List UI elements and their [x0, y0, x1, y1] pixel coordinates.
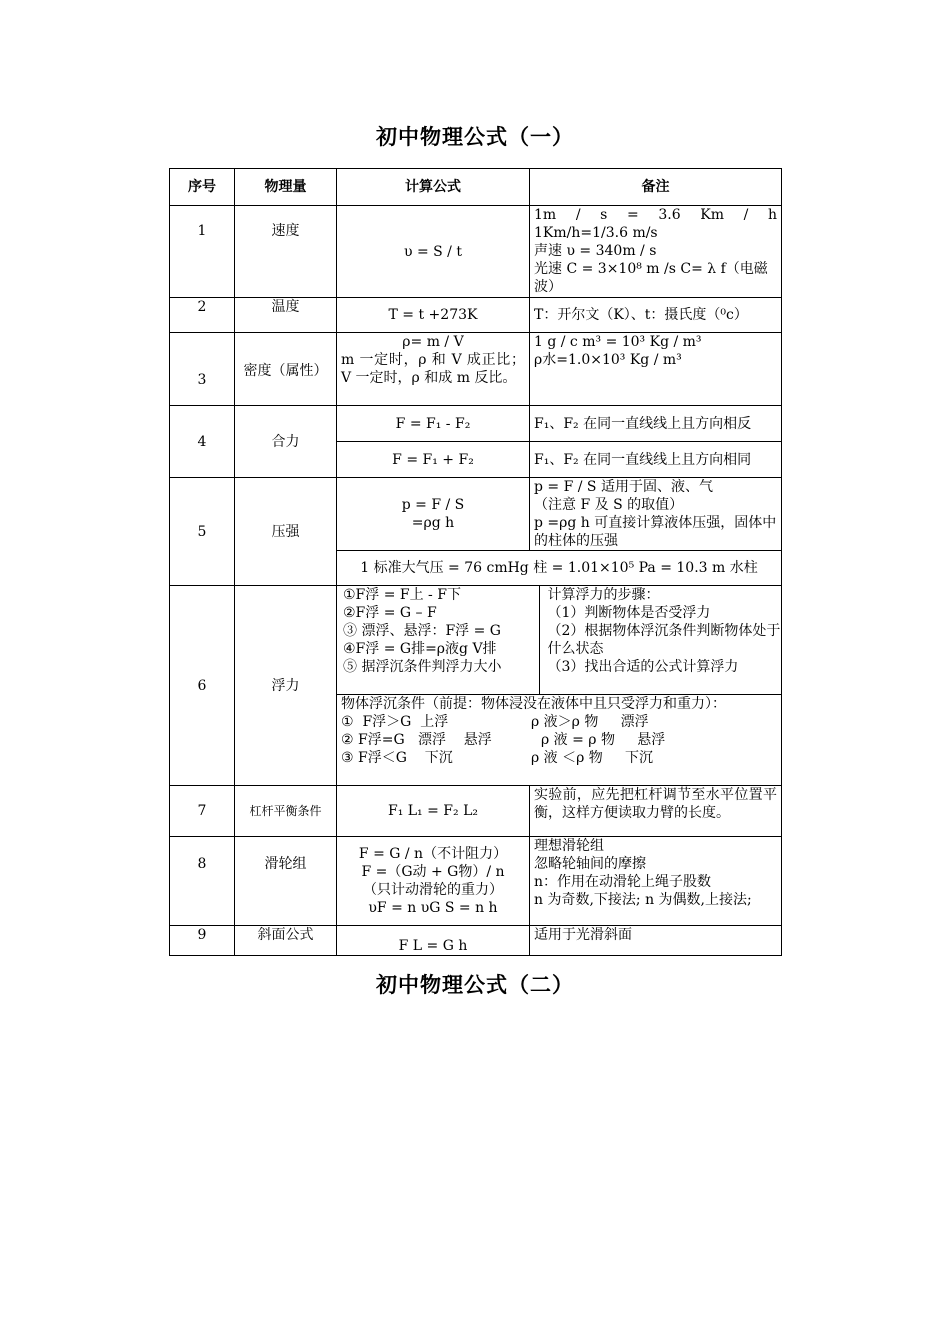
note-line: （2）根据物体浮沉条件判断物体处于什么状态	[547, 623, 781, 657]
condition-density: ρ 液＞ρ 物 漂浮	[531, 714, 649, 730]
formula-line: ③ 漂浮、悬浮：F浮 = G	[343, 623, 501, 639]
table-row	[170, 926, 782, 956]
condition-force: ① F浮＞G 上浮	[341, 714, 449, 730]
header-formula: 计算公式	[337, 169, 530, 206]
note-line: 1m / s = 3.6 Km / h	[534, 207, 777, 223]
row-no: 8	[170, 837, 235, 926]
buoyancy-formulas	[337, 586, 539, 694]
row-formula	[337, 478, 530, 551]
row-note: 适用于光滑斜面	[530, 926, 782, 956]
note-line: 光速 C = 3×10⁸ m /s C= λ f（电磁波）	[534, 261, 768, 295]
formula-table	[169, 168, 782, 956]
row-formula: F = F₁ - F₂	[337, 406, 530, 442]
header-note: 备注	[530, 169, 782, 206]
condition-line	[341, 713, 777, 731]
row-note: F₁、F₂ 在同一直线线上且方向相同	[530, 442, 782, 478]
row-no: 9	[170, 926, 235, 956]
row-formula-note: 1 标准大气压 = 76 cmHg 柱 = 1.01×10⁵ Pa = 10.3 m 水柱	[337, 551, 782, 586]
note-line: （注意 F 及 S 的取值）	[534, 497, 684, 513]
row-formula: υ = S / t	[337, 206, 530, 298]
table-row	[170, 298, 782, 333]
row-formula	[337, 837, 530, 926]
buoyancy-subtable	[337, 586, 781, 694]
note-line: p = F / S 适用于固、液、气	[534, 479, 713, 495]
row-note	[530, 478, 782, 551]
row-no: 2	[170, 298, 235, 333]
table-header-row	[170, 169, 782, 206]
formula-line: ⑤ 据浮沉条件判浮力大小	[343, 659, 502, 675]
formula-line: ②F浮 = G – F	[343, 605, 437, 621]
row-quantity: 斜面公式	[235, 926, 337, 956]
row-formula: F = F₁ + F₂	[337, 442, 530, 478]
row-note: F₁、F₂ 在同一直线线上且方向相反	[530, 406, 782, 442]
row-quantity: 温度	[235, 298, 337, 333]
row-quantity: 速度	[235, 206, 337, 298]
note-line: 1 g / c m³ = 10³ Kg / m³	[534, 334, 702, 350]
row-no: 1	[170, 206, 235, 298]
row-no: 5	[170, 478, 235, 586]
row-formula: T = t +273K	[337, 298, 530, 333]
row-quantity: 杠杆平衡条件	[235, 786, 337, 837]
note-line: 理想滑轮组	[534, 838, 604, 854]
note-line: n：作用在动滑轮上绳子股数	[534, 874, 712, 890]
row-formula	[337, 333, 530, 406]
formula-line: m 一定时，ρ 和 V 成正比；V 一定时，ρ 和成 m 反比。	[341, 352, 525, 386]
row-note	[530, 837, 782, 926]
table-row	[170, 333, 782, 406]
table-row	[170, 786, 782, 837]
formula-line: υF = n υG S = n h	[368, 900, 498, 916]
formula-line: ρ= m / V	[402, 334, 464, 350]
row-quantity: 滑轮组	[235, 837, 337, 926]
formula-line: p = F / S	[401, 497, 465, 513]
formula-line: =ρg h	[411, 515, 455, 531]
row-no: 6	[170, 586, 235, 786]
condition-density: ρ 液 = ρ 物 悬浮	[541, 732, 666, 748]
row-quantity: 压强	[235, 478, 337, 586]
page-title: 初中物理公式（一）	[376, 124, 574, 149]
note-line: 忽略轮轴间的摩擦	[534, 856, 646, 872]
row-note: 实验前，应先把杠杆调节至水平位置平衡，这样方便读取力臂的长度。	[530, 786, 782, 837]
condition-density: ρ 液 ＜ρ 物 下沉	[531, 750, 654, 766]
header-no: 序号	[170, 169, 235, 206]
note-line: 声速 υ = 340m / s	[534, 243, 657, 259]
formula-line: F =（G动 + G物）/ n	[361, 864, 505, 880]
conditions-title: 物体浮沉条件（前提：物体浸没在液体中且只受浮力和重力）：	[341, 696, 726, 712]
header-quantity: 物理量	[235, 169, 337, 206]
row-quantity: 密度（属性）	[235, 333, 337, 406]
table-row	[170, 586, 782, 695]
condition-force: ② F浮=G 漂浮 悬浮	[341, 732, 492, 748]
row-note	[530, 333, 782, 406]
row-note	[530, 206, 782, 298]
row-formula: F₁ L₁ = F₂ L₂	[337, 786, 530, 837]
note-line: 1Km/h=1/3.6 m/s	[534, 225, 658, 241]
floating-conditions	[337, 695, 782, 786]
row-formula: F L = G h	[337, 926, 530, 956]
table-row	[170, 478, 782, 551]
note-line: p =ρg h 可直接计算液体压强，固体中的柱体的压强	[534, 515, 777, 549]
section-title: 初中物理公式（二）	[376, 972, 574, 997]
condition-line	[341, 731, 777, 749]
note-line: n 为奇数,下接法; n 为偶数,上接法;	[534, 892, 752, 908]
condition-force: ③ F浮＜G 下沉	[341, 750, 453, 766]
formula-line: F = G / n（不计阻力）	[358, 846, 508, 862]
table-row	[170, 837, 782, 926]
row-quantity: 合力	[235, 406, 337, 478]
formula-line: ④F浮 = G排=ρ液g V排	[343, 641, 497, 657]
table-row	[170, 406, 782, 442]
condition-line	[341, 749, 777, 767]
formula-line: （只计动滑轮的重力）	[363, 882, 503, 898]
row-no: 4	[170, 406, 235, 478]
formula-line: ①F浮 = F上 - F下	[343, 587, 461, 603]
buoyancy-steps	[539, 586, 781, 694]
row-note: T：开尔文（K）、t：摄氏度（⁰c）	[530, 298, 782, 333]
note-line: （1）判断物体是否受浮力	[547, 605, 711, 621]
note-line: 计算浮力的步骤：	[547, 587, 660, 603]
row-no: 3	[170, 333, 235, 406]
row-no: 7	[170, 786, 235, 837]
note-line: ρ水=1.0×10³ Kg / m³	[534, 352, 682, 368]
table-row	[170, 206, 782, 298]
row-quantity: 浮力	[235, 586, 337, 786]
note-line: （3）找出合适的公式计算浮力	[547, 659, 739, 675]
row-formula-note	[337, 586, 782, 695]
